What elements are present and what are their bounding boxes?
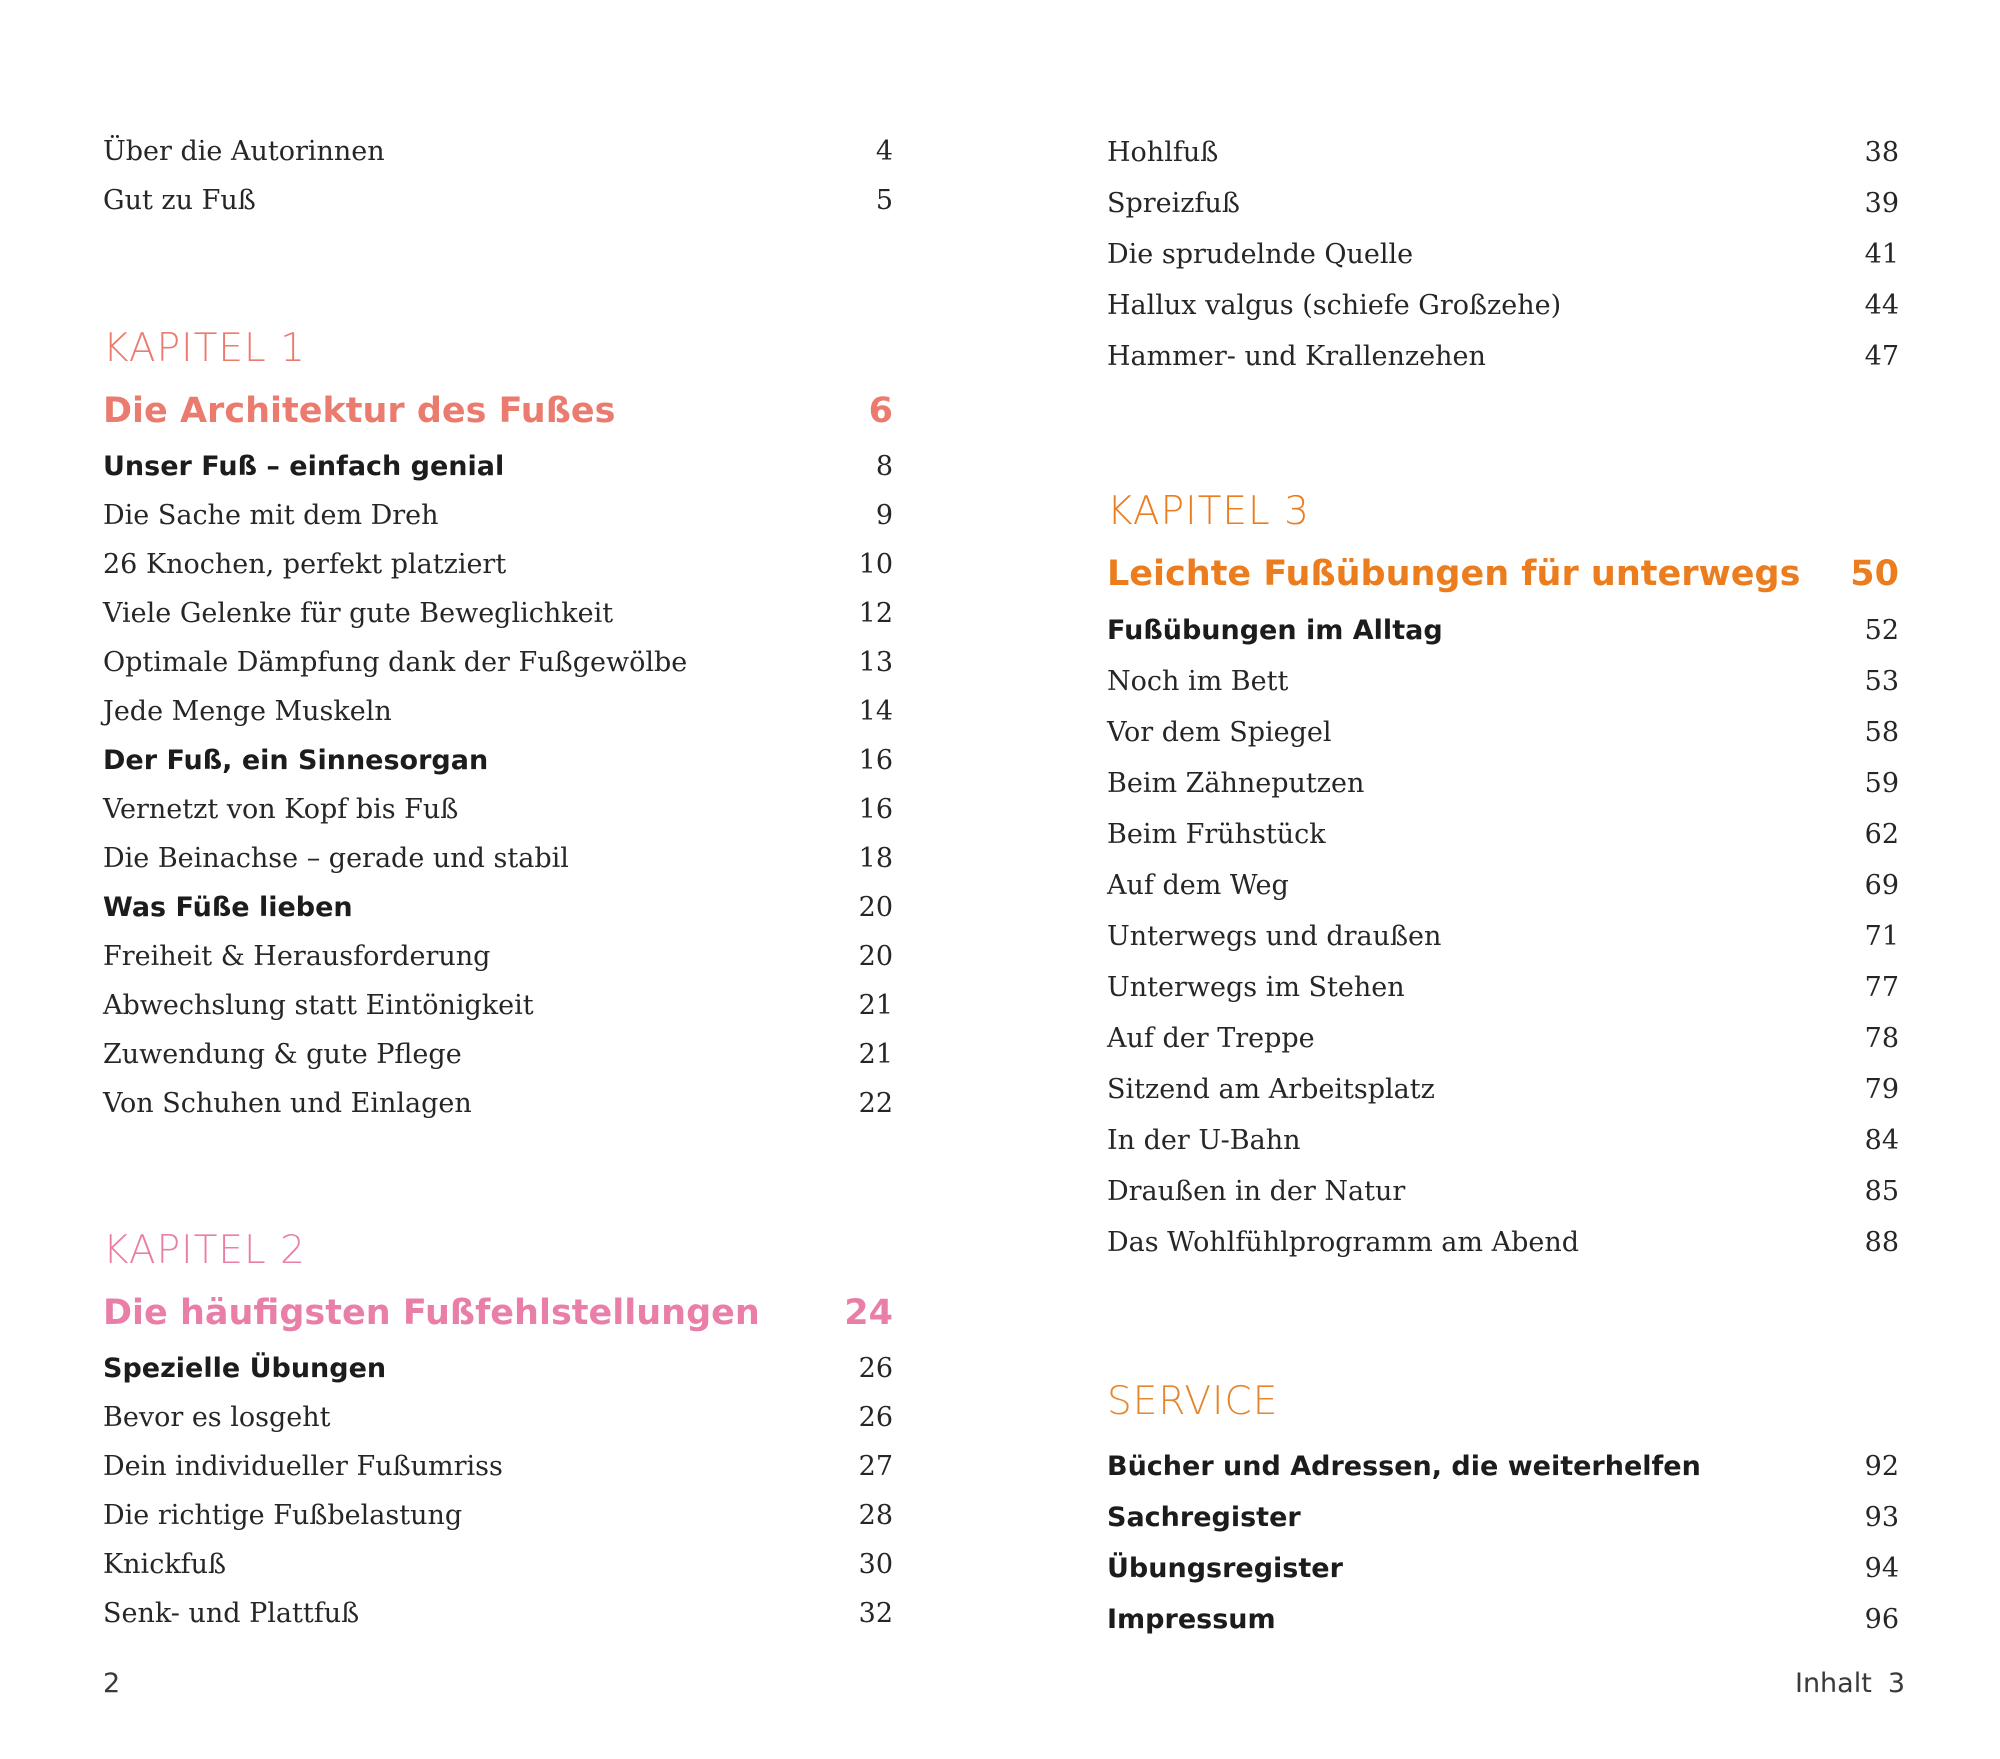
toc-entry-page: 77 [1864, 972, 1899, 1003]
toc-entry[interactable] [1107, 1166, 1899, 1217]
toc-entry-title: Über die Autorinnen [103, 136, 385, 167]
toc-entry-page: 21 [858, 990, 893, 1021]
toc-entry-title: Spreizfuß [1107, 188, 1240, 219]
toc-entry-title: Der Fuß, ein Sinnesorgan [103, 745, 489, 776]
toc-entry-page: 5 [875, 185, 893, 216]
chapter-3-title: Leichte Fußübungen für unterwegs [1107, 554, 1801, 594]
toc-entry-page: 88 [1864, 1227, 1899, 1258]
toc-entry[interactable] [103, 1393, 893, 1442]
toc-entry[interactable] [103, 589, 893, 638]
toc-entry[interactable] [103, 1079, 893, 1128]
toc-entry-title: Sachregister [1107, 1502, 1301, 1533]
toc-entry-title: Unterwegs und draußen [1107, 921, 1442, 952]
toc-entry[interactable] [1107, 962, 1899, 1013]
toc-entry-page: 39 [1864, 188, 1899, 219]
chapter-1-label: KAPITEL 1 [103, 326, 306, 371]
service-entries [1107, 1441, 1899, 1645]
toc-entry-page: 9 [875, 500, 893, 531]
toc-entry-page: 10 [858, 549, 893, 580]
toc-entry[interactable] [1107, 911, 1899, 962]
toc-entry-title: Spezielle Übungen [103, 1353, 387, 1384]
chapter-1-section [103, 318, 893, 1128]
toc-entry-page: 8 [875, 451, 893, 482]
intro-section [103, 127, 893, 225]
toc-entry-page: 96 [1864, 1604, 1899, 1635]
chapter-2-section [103, 1220, 893, 1638]
toc-entry-title: Auf der Treppe [1107, 1023, 1315, 1054]
toc-entry[interactable] [1107, 1543, 1899, 1594]
toc-entry-page: 16 [858, 794, 893, 825]
toc-entry[interactable] [1107, 1441, 1899, 1492]
toc-entry[interactable] [103, 981, 893, 1030]
toc-entry-title: Zuwendung & gute Pflege [103, 1039, 462, 1070]
toc-entry-title: Unser Fuß – einfach genial [103, 451, 505, 482]
toc-entry-title: Fußübungen im Alltag [1107, 615, 1443, 646]
toc-entry-page: 20 [858, 892, 893, 923]
toc-entry-title: Die richtige Fußbelastung [103, 1500, 463, 1531]
toc-entry[interactable] [103, 785, 893, 834]
toc-entry-page: 93 [1864, 1502, 1899, 1533]
toc-entry-page: 79 [1864, 1074, 1899, 1105]
toc-entry-title: Die Sache mit dem Dreh [103, 500, 439, 531]
toc-entry-title: Freiheit & Herausforderung [103, 941, 491, 972]
toc-entry[interactable] [1107, 758, 1899, 809]
toc-entry-title: Optimale Dämpfung dank der Fußgewölbe [103, 647, 688, 678]
toc-entry-page: 71 [1864, 921, 1899, 952]
continued-entries [1107, 127, 1899, 382]
toc-entry-title: Von Schuhen und Einlagen [103, 1088, 472, 1119]
chapter-3-label: KAPITEL 3 [1107, 489, 1310, 534]
toc-entry[interactable] [1107, 1115, 1899, 1166]
toc-entry-page: 62 [1864, 819, 1899, 850]
toc-entry-page: 28 [858, 1500, 893, 1531]
toc-entry-page: 13 [858, 647, 893, 678]
toc-entry[interactable] [103, 540, 893, 589]
toc-entry-title: Impressum [1107, 1604, 1276, 1635]
toc-entry-title: Bevor es losgeht [103, 1402, 331, 1433]
chapter-1-entries [103, 442, 893, 1128]
toc-entry-title: Beim Zähneputzen [1107, 768, 1365, 799]
chapter-2-heading[interactable] [103, 1282, 893, 1344]
toc-entry-page: 30 [858, 1549, 893, 1580]
toc-entry-page: 18 [858, 843, 893, 874]
toc-entry-title: Übungsregister [1107, 1553, 1343, 1584]
toc-entry-page: 26 [858, 1402, 893, 1433]
toc-entry-title: Sitzend am Arbeitsplatz [1107, 1074, 1435, 1105]
toc-entry[interactable] [1107, 656, 1899, 707]
toc-entry[interactable] [103, 834, 893, 883]
toc-entry[interactable] [103, 883, 893, 932]
toc-entry-page: 27 [858, 1451, 893, 1482]
chapter-3-entries [1107, 605, 1899, 1268]
toc-entry-title: In der U-Bahn [1107, 1125, 1301, 1156]
toc-entry[interactable] [1107, 809, 1899, 860]
toc-entry-page: 53 [1864, 666, 1899, 697]
toc-entry-page: 32 [858, 1598, 893, 1629]
toc-entry[interactable] [1107, 707, 1899, 758]
toc-entry[interactable] [103, 1589, 893, 1638]
toc-entry-title: Viele Gelenke für gute Beweglichkeit [103, 598, 614, 629]
toc-entry-title: Das Wohlfühlprogramm am Abend [1107, 1227, 1580, 1258]
chapter-1-heading[interactable] [103, 380, 893, 442]
toc-entry-page: 12 [858, 598, 893, 629]
toc-entry-page: 4 [875, 136, 893, 167]
chapter-3-section [1107, 481, 1899, 1268]
toc-entry[interactable] [1107, 229, 1899, 280]
toc-entry[interactable] [103, 1442, 893, 1491]
toc-entry[interactable] [103, 1344, 893, 1393]
toc-entry[interactable] [1107, 1013, 1899, 1064]
toc-entry[interactable] [103, 736, 893, 785]
toc-entry-page: 85 [1864, 1176, 1899, 1207]
right-column [1107, 127, 1899, 1645]
toc-entry-title: Draußen in der Natur [1107, 1176, 1406, 1207]
toc-entry-title: Hallux valgus (schiefe Großzehe) [1107, 290, 1562, 321]
toc-entry-title: Dein individueller Fußumriss [103, 1451, 503, 1482]
chapter-2-title: Die häufigsten Fußfehlstellungen [103, 1293, 760, 1333]
toc-entry[interactable] [1107, 1217, 1899, 1268]
toc-entry-page: 92 [1864, 1451, 1899, 1482]
toc-entry[interactable] [103, 176, 893, 225]
toc-entry-title: Die sprudelnde Quelle [1107, 239, 1414, 270]
chapter-2-label: KAPITEL 2 [103, 1228, 306, 1273]
toc-entry-title: Knickfuß [103, 1549, 227, 1580]
toc-entry[interactable] [103, 1540, 893, 1589]
toc-entry-title: Hammer- und Krallenzehen [1107, 341, 1486, 372]
running-footer-right [1795, 1668, 1905, 1699]
toc-entry-title: Noch im Bett [1107, 666, 1289, 697]
toc-entry[interactable] [103, 442, 893, 491]
toc-entry-page: 78 [1864, 1023, 1899, 1054]
toc-entry-title: Was Füße lieben [103, 892, 353, 923]
toc-entry-title: Abwechslung statt Eintönigkeit [103, 990, 534, 1021]
toc-entry[interactable] [1107, 127, 1899, 178]
service-label: SERVICE [1107, 1379, 1279, 1424]
toc-entry[interactable] [103, 932, 893, 981]
chapter-1-page: 6 [868, 391, 893, 431]
toc-entry-title: Senk- und Plattfuß [103, 1598, 360, 1629]
toc-entry[interactable] [103, 491, 893, 540]
toc-entry-title: 26 Knochen, perfekt platziert [103, 549, 507, 580]
left-column [103, 127, 893, 1638]
toc-entry-page: 52 [1864, 615, 1899, 646]
page-number-left: 2 [103, 1668, 121, 1699]
toc-entry[interactable] [1107, 1492, 1899, 1543]
toc-entry-title: Bücher und Adressen, die weiterhelfen [1107, 1451, 1701, 1482]
toc-entry-title: Unterwegs im Stehen [1107, 972, 1405, 1003]
toc-entry-page: 84 [1864, 1125, 1899, 1156]
toc-entry-page: 21 [858, 1039, 893, 1070]
footer-section-label: Inhalt [1794, 1668, 1872, 1699]
toc-entry-page: 94 [1864, 1553, 1899, 1584]
toc-entry[interactable] [1107, 331, 1899, 382]
toc-entry-page: 26 [858, 1353, 893, 1384]
toc-entry-title: Beim Frühstück [1107, 819, 1326, 850]
chapter-2-entries [103, 1344, 893, 1638]
chapter-1-title: Die Architektur des Fußes [103, 391, 616, 431]
toc-entry[interactable] [1107, 1064, 1899, 1115]
toc-entry-title: Gut zu Fuß [103, 185, 256, 216]
toc-entry-page: 58 [1864, 717, 1899, 748]
toc-entry-page: 16 [858, 745, 893, 776]
toc-entry-title: Jede Menge Muskeln [103, 696, 392, 727]
chapter-2-page: 24 [844, 1293, 893, 1333]
chapter-3-page: 50 [1850, 554, 1899, 594]
toc-entry-title: Die Beinachse – gerade und stabil [103, 843, 569, 874]
toc-entry-title: Vor dem Spiegel [1107, 717, 1332, 748]
toc-entry-page: 59 [1864, 768, 1899, 799]
page-number-right: 3 [1887, 1668, 1905, 1699]
toc-entry-title: Auf dem Weg [1107, 870, 1289, 901]
toc-entry-page: 14 [858, 696, 893, 727]
toc-entry[interactable] [103, 687, 893, 736]
toc-entry-page: 44 [1864, 290, 1899, 321]
toc-entry[interactable] [103, 127, 893, 176]
toc-entry[interactable] [103, 1030, 893, 1079]
chapter-3-heading[interactable] [1107, 543, 1899, 605]
toc-entry-page: 22 [858, 1088, 893, 1119]
toc-entry-page: 69 [1864, 870, 1899, 901]
toc-entry-title: Vernetzt von Kopf bis Fuß [103, 794, 459, 825]
toc-entry[interactable] [1107, 1594, 1899, 1645]
toc-entry-title: Hohlfuß [1107, 137, 1219, 168]
toc-entry[interactable] [103, 638, 893, 687]
toc-entry[interactable] [1107, 280, 1899, 331]
toc-entry[interactable] [1107, 860, 1899, 911]
toc-entry[interactable] [103, 1491, 893, 1540]
toc-entry-page: 38 [1864, 137, 1899, 168]
toc-entry[interactable] [1107, 605, 1899, 656]
toc-entry[interactable] [1107, 178, 1899, 229]
toc-entry-page: 20 [858, 941, 893, 972]
service-section [1107, 1371, 1899, 1645]
toc-entry-page: 41 [1864, 239, 1899, 270]
toc-entry-page: 47 [1864, 341, 1899, 372]
